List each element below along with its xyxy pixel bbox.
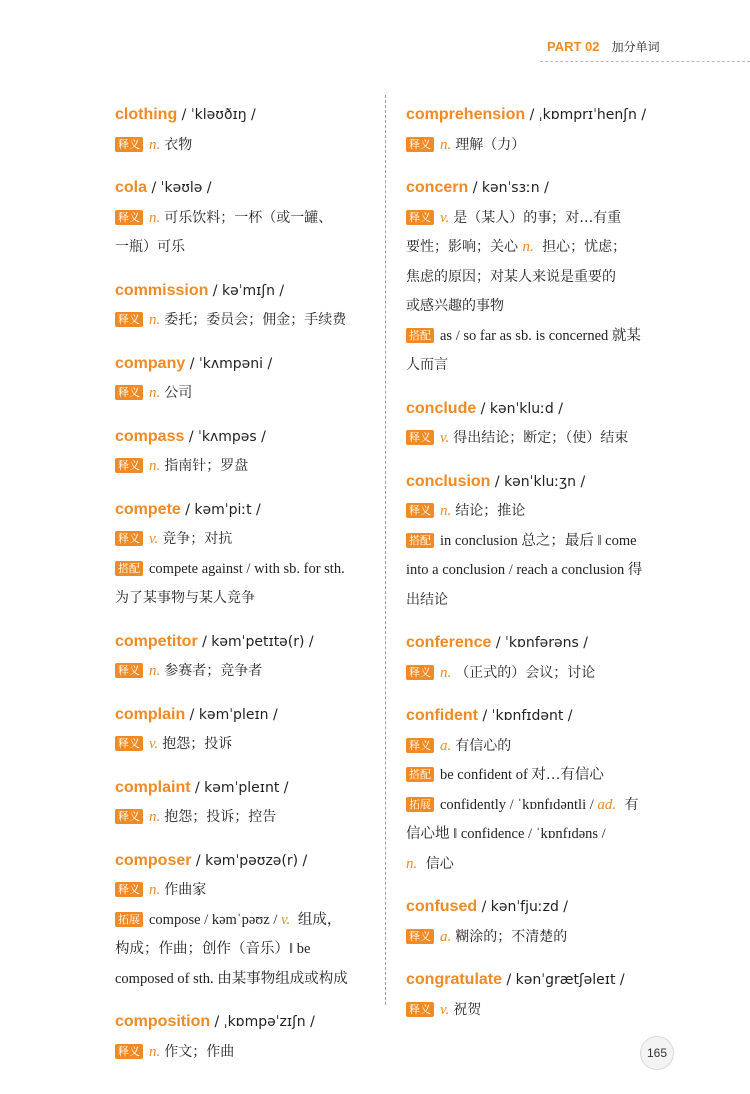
- meaning-tag: 释义: [115, 210, 143, 225]
- part-of-speech: n.: [440, 503, 452, 519]
- meaning-tag: 释义: [115, 385, 143, 400]
- part-of-speech: a.: [440, 737, 452, 754]
- phonetic: / kənˈkluːd /: [476, 400, 563, 417]
- meaning-tag: 释义: [115, 137, 143, 152]
- entry-composition: [115, 1007, 371, 1066]
- meaning-tag: 释义: [406, 929, 434, 944]
- definition: 抱怨；投诉；控告: [164, 809, 277, 825]
- collocation-tag: 搭配: [406, 328, 434, 343]
- definition: 可乐饮料；一杯（或一罐、: [164, 209, 333, 226]
- extension: confidently / ˈkɒnfɪdəntli /: [440, 796, 598, 813]
- headword: competitor: [115, 632, 198, 650]
- phonetic: / kəmˈpetɪtə(r) /: [197, 633, 314, 650]
- part-of-speech: n.: [149, 882, 161, 898]
- headword: complain: [115, 705, 186, 723]
- collocation: compete against / with sb. for sth.: [149, 560, 345, 577]
- definition: 作曲家: [164, 882, 207, 898]
- phonetic: / ˈkʌmpəs /: [184, 428, 266, 445]
- entry-comprehension: [406, 100, 662, 159]
- meaning-tag: 释义: [115, 736, 143, 751]
- extension-meaning: 信心: [421, 855, 454, 872]
- part-of-speech: n.: [440, 136, 452, 153]
- meaning-tag: 释义: [406, 1002, 434, 1017]
- part-of-speech: n.: [149, 385, 161, 401]
- meaning-tag: 释义: [406, 503, 434, 518]
- headword: conference: [406, 634, 492, 651]
- collocation: as / so far as sb. is concerned 就某: [440, 327, 641, 344]
- extension-cont: 信心地 ‖ confidence / ˈkɒnfɪdəns /: [406, 826, 606, 842]
- part-of-speech: v.: [149, 531, 159, 547]
- collocation-meaning: 为了某事物与某人竞争: [115, 590, 255, 606]
- phonetic: / ˈkəʊlə /: [147, 180, 212, 196]
- phonetic: / kənˈfjuːzd /: [477, 899, 568, 915]
- part-of-speech: n.: [149, 663, 161, 679]
- meaning-tag: 释义: [115, 531, 143, 546]
- extension-meaning: 组成，: [294, 911, 342, 928]
- definition-cont: 担心；忧虑；: [537, 239, 627, 255]
- part-of-speech: n.: [406, 855, 418, 872]
- entry-congratulate: [406, 965, 662, 1024]
- definition: 结论；推论: [455, 503, 526, 519]
- meaning-tag: 释义: [406, 738, 434, 753]
- definition: 得出结论；断定；（使）结束: [453, 430, 629, 446]
- headword: commission: [115, 281, 209, 299]
- entry-cola: [115, 173, 371, 262]
- meaning-tag: 释义: [115, 312, 143, 327]
- entry-compete: [115, 495, 371, 613]
- phonetic: / ˌkɒmpəˈzɪʃn /: [210, 1014, 315, 1030]
- left-column: [115, 100, 371, 1080]
- entry-composer: [115, 846, 371, 994]
- phonetic: / kəmˈpleɪnt /: [190, 779, 289, 796]
- headword: clothing: [115, 106, 178, 123]
- definition-cont: 或感兴趣的事物: [406, 298, 504, 314]
- entry-confident: [406, 701, 662, 878]
- extension-cont: 构成；作曲；创作（音乐）‖ be: [115, 941, 311, 957]
- page-number: 165: [640, 1036, 674, 1070]
- right-column: [406, 100, 662, 1038]
- phonetic: / kəˈmɪʃn /: [208, 282, 285, 299]
- definition: 祝贺: [453, 1001, 482, 1018]
- column-divider: [385, 95, 386, 1005]
- meaning-tag: 释义: [115, 663, 143, 678]
- section-title: 加分单词: [611, 40, 660, 54]
- definition: 衣物: [164, 136, 193, 153]
- entry-commission: [115, 276, 371, 335]
- headword: conclude: [406, 399, 477, 417]
- definition: 有信心的: [455, 737, 512, 754]
- meaning-tag: 释义: [406, 665, 434, 680]
- part-of-speech: n.: [149, 136, 161, 153]
- definition: 委托；委员会；佣金；手续费: [164, 312, 347, 328]
- phonetic: / kənˈgrætʃəleɪt /: [502, 972, 625, 988]
- part-of-speech: v.: [440, 430, 450, 446]
- collocation-cont: 人而言: [406, 357, 448, 373]
- headword: confused: [406, 898, 478, 915]
- definition: （正式的）会议；讨论: [455, 664, 596, 681]
- phonetic: / ˈkɒnfərəns /: [491, 635, 588, 651]
- definition-cont: 焦虑的原因；对某人来说是重要的: [406, 268, 616, 285]
- part-of-speech: n.: [149, 458, 161, 474]
- collocation-cont: into a conclusion / reach a conclusion 得: [406, 562, 643, 578]
- definition-cont: 要性；影响；关心: [406, 239, 523, 255]
- headword: company: [115, 354, 186, 372]
- collocation-tag: 搭配: [406, 767, 434, 782]
- collocation-tag: 搭配: [406, 533, 434, 548]
- entry-company: [115, 349, 371, 408]
- collocation: in conclusion 总之；最后 ‖ come: [440, 532, 637, 549]
- part-of-speech: n.: [149, 1043, 161, 1060]
- part-of-speech: n.: [149, 312, 161, 328]
- meaning-tag: 释义: [406, 137, 434, 152]
- collocation: be confident of 对…有信心: [440, 767, 604, 783]
- part-of-speech: n.: [522, 239, 534, 255]
- headword: composition: [115, 1013, 211, 1030]
- meaning-tag: 释义: [115, 1044, 143, 1059]
- headword: confident: [406, 707, 478, 724]
- phonetic: / kəmˈpleɪn /: [185, 706, 278, 723]
- definition: 理解（力）: [455, 136, 526, 153]
- phonetic: / ˈkɒnfɪdənt /: [478, 708, 573, 724]
- collocation-cont: 出结论: [406, 591, 448, 608]
- entry-compass: [115, 422, 371, 481]
- definition: 指南针；罗盘: [164, 458, 249, 474]
- phonetic: / ˈkʌmpəni /: [185, 355, 273, 372]
- headword: concern: [406, 179, 469, 196]
- part-label: PART 02: [547, 39, 600, 54]
- part-of-speech: v.: [149, 736, 159, 752]
- meaning-tag: 释义: [115, 882, 143, 897]
- entry-confused: [406, 892, 662, 951]
- meaning-tag: 释义: [115, 809, 143, 824]
- header-divider: [540, 61, 750, 62]
- headword: compass: [115, 427, 185, 445]
- entry-complaint: [115, 773, 371, 832]
- definition: 是（某人）的事；对…有重: [453, 209, 622, 226]
- phonetic: / kəmˈpiːt /: [180, 501, 261, 518]
- headword: composer: [115, 851, 192, 869]
- phonetic: / kənˈsɜːn /: [468, 180, 549, 196]
- definition: 公司: [164, 385, 193, 401]
- phonetic: / ˌkɒmprɪˈhenʃn /: [525, 107, 647, 123]
- part-of-speech: n.: [149, 809, 161, 825]
- extension-tag: 拓展: [406, 797, 434, 812]
- entry-conclusion: [406, 467, 662, 615]
- headword: conclusion: [406, 472, 491, 490]
- entry-complain: [115, 700, 371, 759]
- definition: 作文；作曲: [164, 1043, 235, 1060]
- page-header: [547, 38, 660, 55]
- phonetic: / ˈkləʊðɪŋ /: [177, 107, 256, 123]
- part-of-speech: v.: [280, 911, 291, 928]
- definition: 参赛者；竞争者: [164, 663, 263, 679]
- extension: compose / kəmˈpəʊz /: [149, 911, 281, 928]
- headword: compete: [115, 500, 181, 518]
- entry-conference: [406, 628, 662, 687]
- meaning-tag: 释义: [115, 458, 143, 473]
- headword: cola: [115, 179, 148, 196]
- definition: 糊涂的；不清楚的: [455, 928, 568, 945]
- definition-cont: 一瓶）可乐: [115, 239, 185, 255]
- part-of-speech: v.: [440, 209, 450, 226]
- phonetic: / kəmˈpəʊzə(r) /: [191, 852, 308, 869]
- meaning-tag: 释义: [406, 210, 434, 225]
- headword: comprehension: [406, 106, 526, 123]
- definition: 竞争；对抗: [162, 531, 233, 547]
- meaning-tag: 释义: [406, 430, 434, 445]
- extension-tag: 拓展: [115, 912, 143, 927]
- part-of-speech: n.: [440, 664, 452, 681]
- collocation-tag: 搭配: [115, 561, 143, 576]
- part-of-speech: n.: [149, 209, 161, 226]
- entry-competitor: [115, 627, 371, 686]
- part-of-speech: v.: [440, 1001, 450, 1018]
- headword: complaint: [115, 778, 191, 796]
- headword: congratulate: [406, 971, 503, 988]
- part-of-speech: a.: [440, 928, 452, 945]
- definition: 抱怨；投诉: [162, 736, 233, 752]
- entry-conclude: [406, 394, 662, 453]
- entry-clothing: [115, 100, 371, 159]
- extension-meaning: 有: [620, 796, 639, 813]
- extension-cont: composed of sth. 由某事物组成或构成: [115, 970, 348, 987]
- phonetic: / kənˈkluːʒn /: [490, 473, 586, 490]
- part-of-speech: ad.: [597, 796, 617, 813]
- entry-concern: [406, 173, 662, 380]
